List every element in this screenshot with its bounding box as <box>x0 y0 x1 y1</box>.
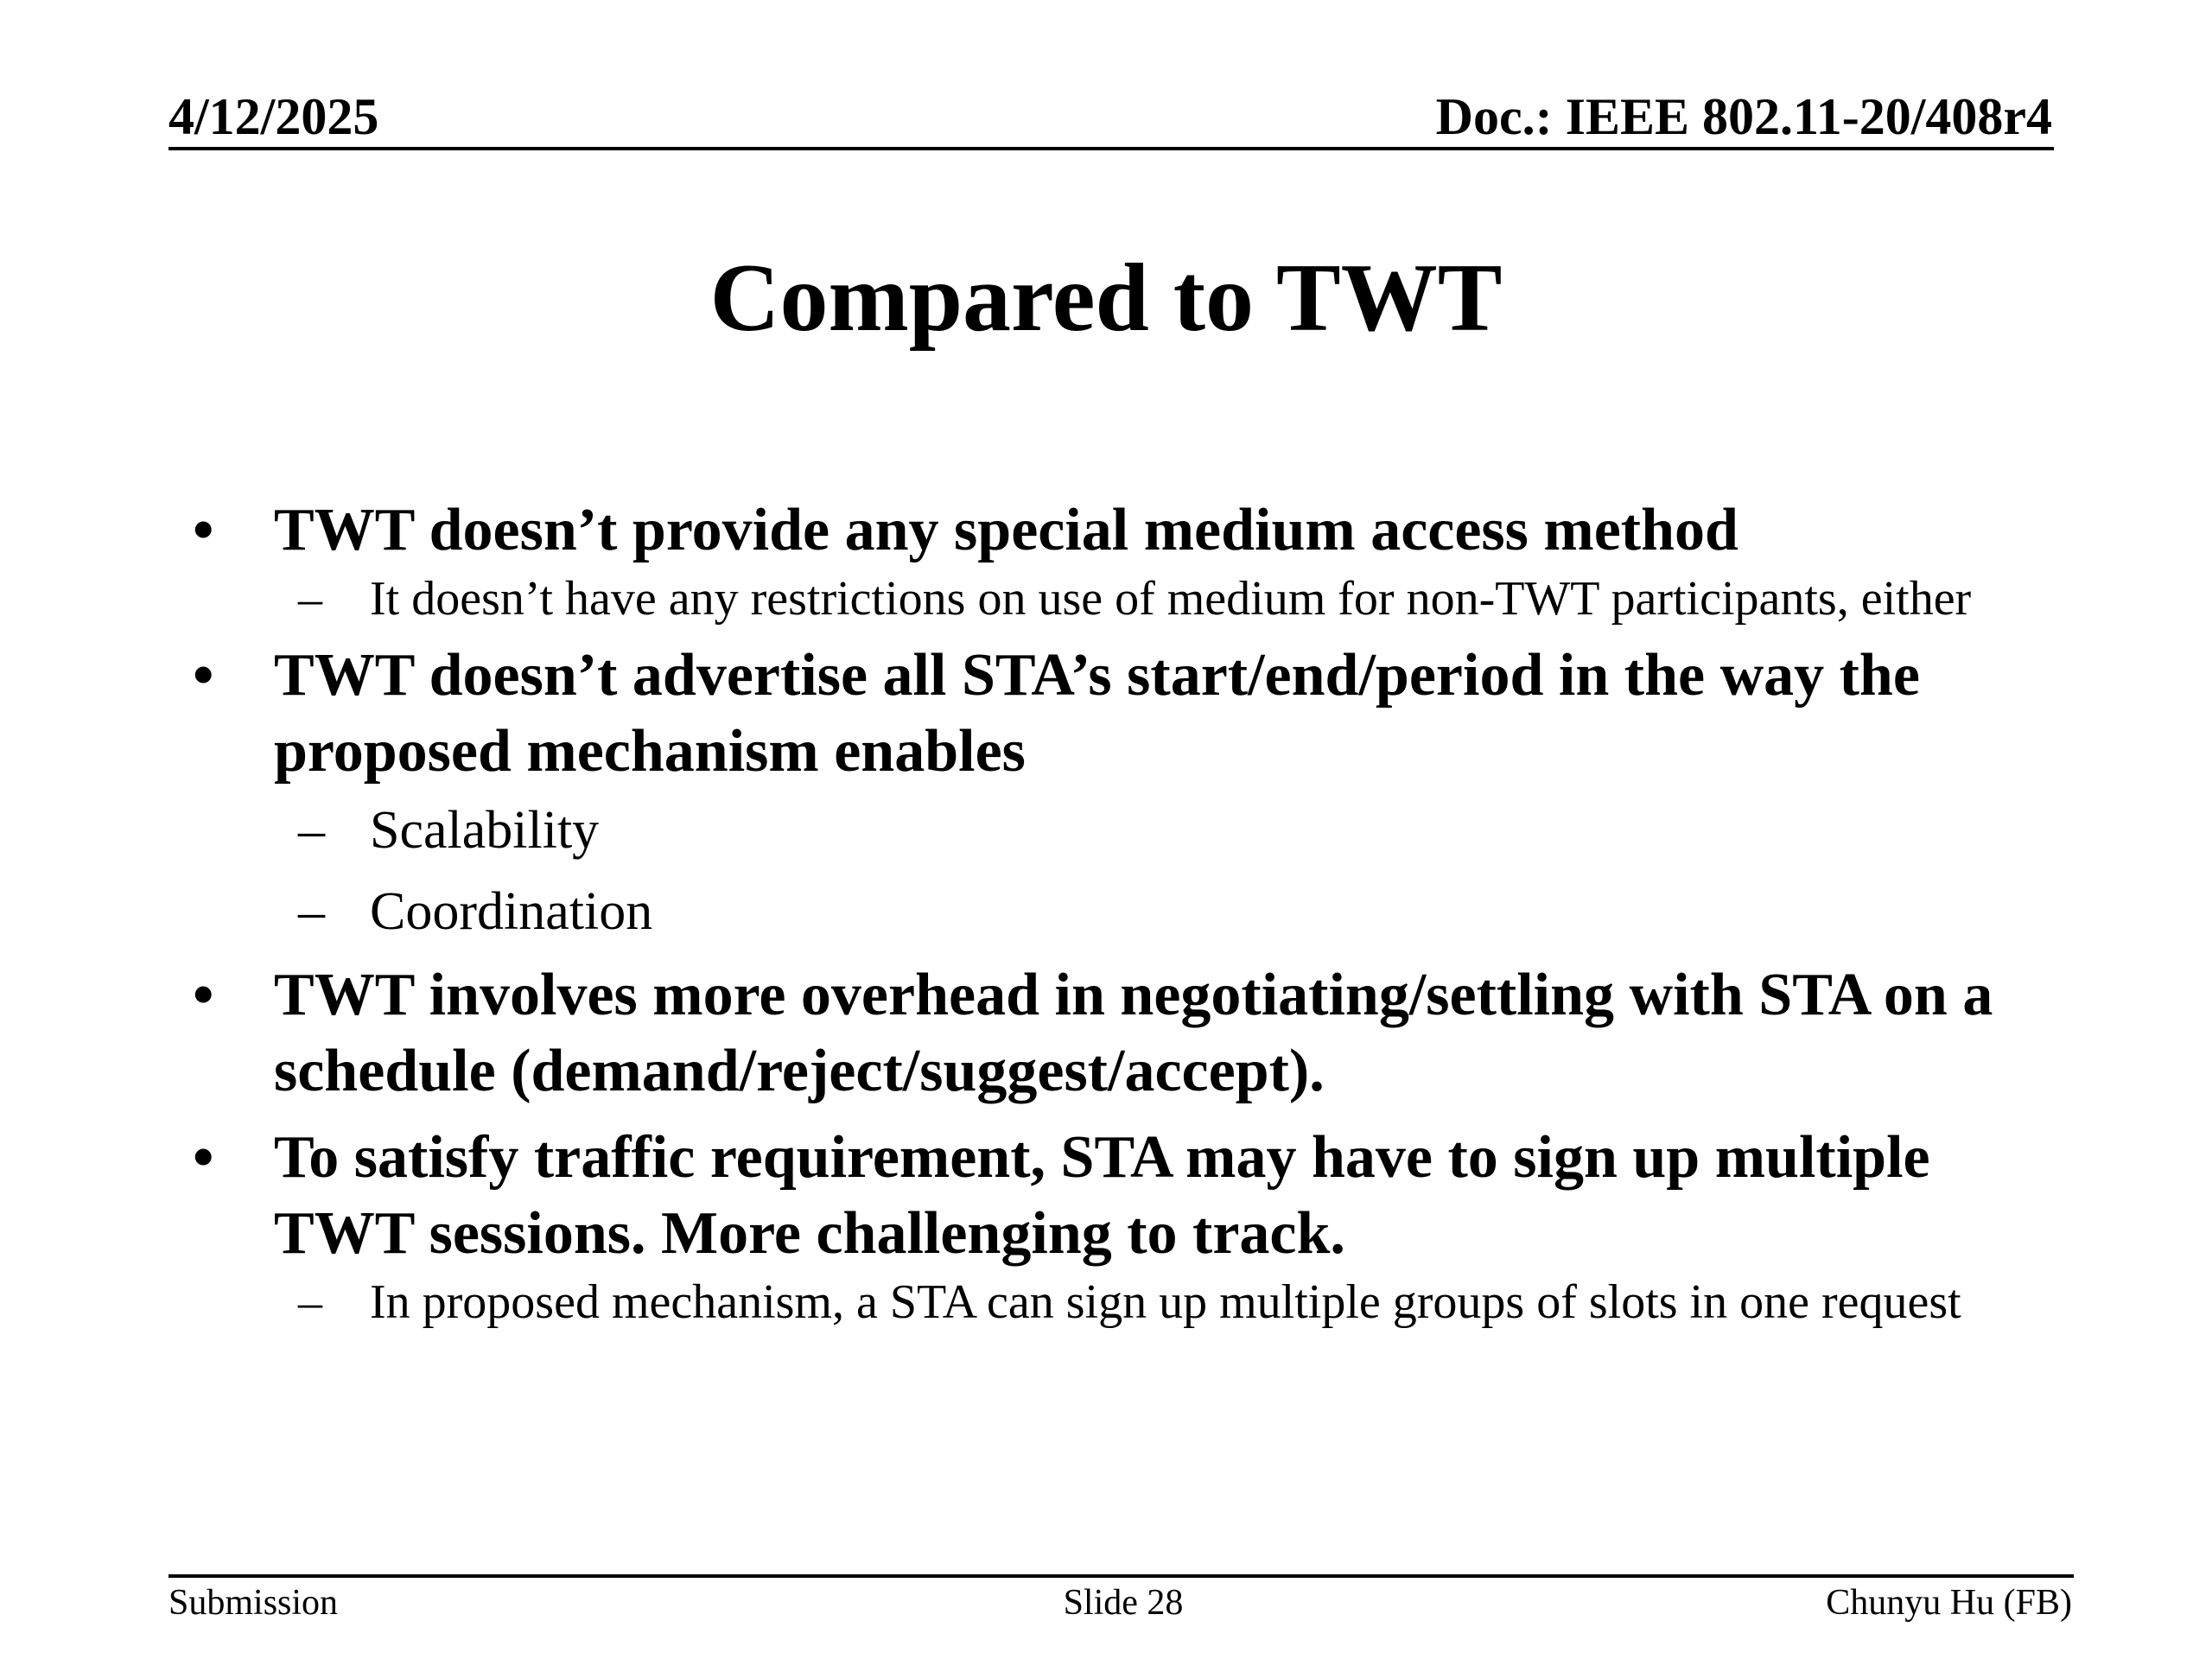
bullet-text: TWT doesn’t advertise all STA’s start/end/period in the way the proposed mechanism enables <box>274 642 1920 785</box>
bullet-item <box>168 638 2069 790</box>
sub-bullet-marker: – <box>298 882 325 941</box>
bullet-text: TWT involves more overhead in negotiating/settling with STA on a schedule (demand/reject/suggest/accept). <box>274 962 1993 1104</box>
bullet-marker: • <box>193 1124 214 1191</box>
header-date: 4/12/2025 <box>168 88 379 145</box>
sub-bullet-item <box>168 569 2069 629</box>
bullet-text: TWT doesn’t provide any special medium access method <box>274 497 1738 563</box>
bullet-marker: • <box>193 962 214 1028</box>
slide-title: Compared to TWT <box>709 245 1503 352</box>
footer-rule <box>168 1574 2074 1578</box>
sub-bullet-text: Coordination <box>370 882 653 941</box>
footer-submission: Submission <box>168 1583 339 1623</box>
bullet-list <box>168 493 2069 1332</box>
header-doc-id: Doc.: IEEE 802.11-20/408r4 <box>1435 88 2052 145</box>
sub-bullet-item <box>168 871 2069 952</box>
sub-bullet-marker: – <box>298 1275 322 1329</box>
bullet-item <box>168 957 2069 1109</box>
sub-bullet-text: Scalability <box>370 801 600 860</box>
sub-bullet-marker: – <box>298 801 325 860</box>
bullet-marker: • <box>193 497 214 563</box>
sub-bullet-text: It doesn’t have any restrictions on use of medium for non-TWT participants, either <box>370 572 1972 626</box>
sub-bullet-item <box>168 1272 2069 1332</box>
header-rule <box>168 147 2054 150</box>
bullet-marker: • <box>193 642 214 709</box>
bullet-item <box>168 1120 2069 1272</box>
footer-slide-number: Slide 28 <box>1063 1583 1184 1623</box>
bullet-text: To satisfy traffic requirement, STA may have to sign up multiple TWT sessions. More challenging to track. <box>274 1124 1930 1267</box>
bullet-item <box>168 493 2069 569</box>
footer-author: Chunyu Hu (FB) <box>1826 1583 2072 1623</box>
sub-bullet-text: In proposed mechanism, a STA can sign up multiple groups of slots in one request <box>370 1275 1961 1329</box>
sub-bullet-item <box>168 790 2069 871</box>
sub-bullet-marker: – <box>298 572 322 626</box>
